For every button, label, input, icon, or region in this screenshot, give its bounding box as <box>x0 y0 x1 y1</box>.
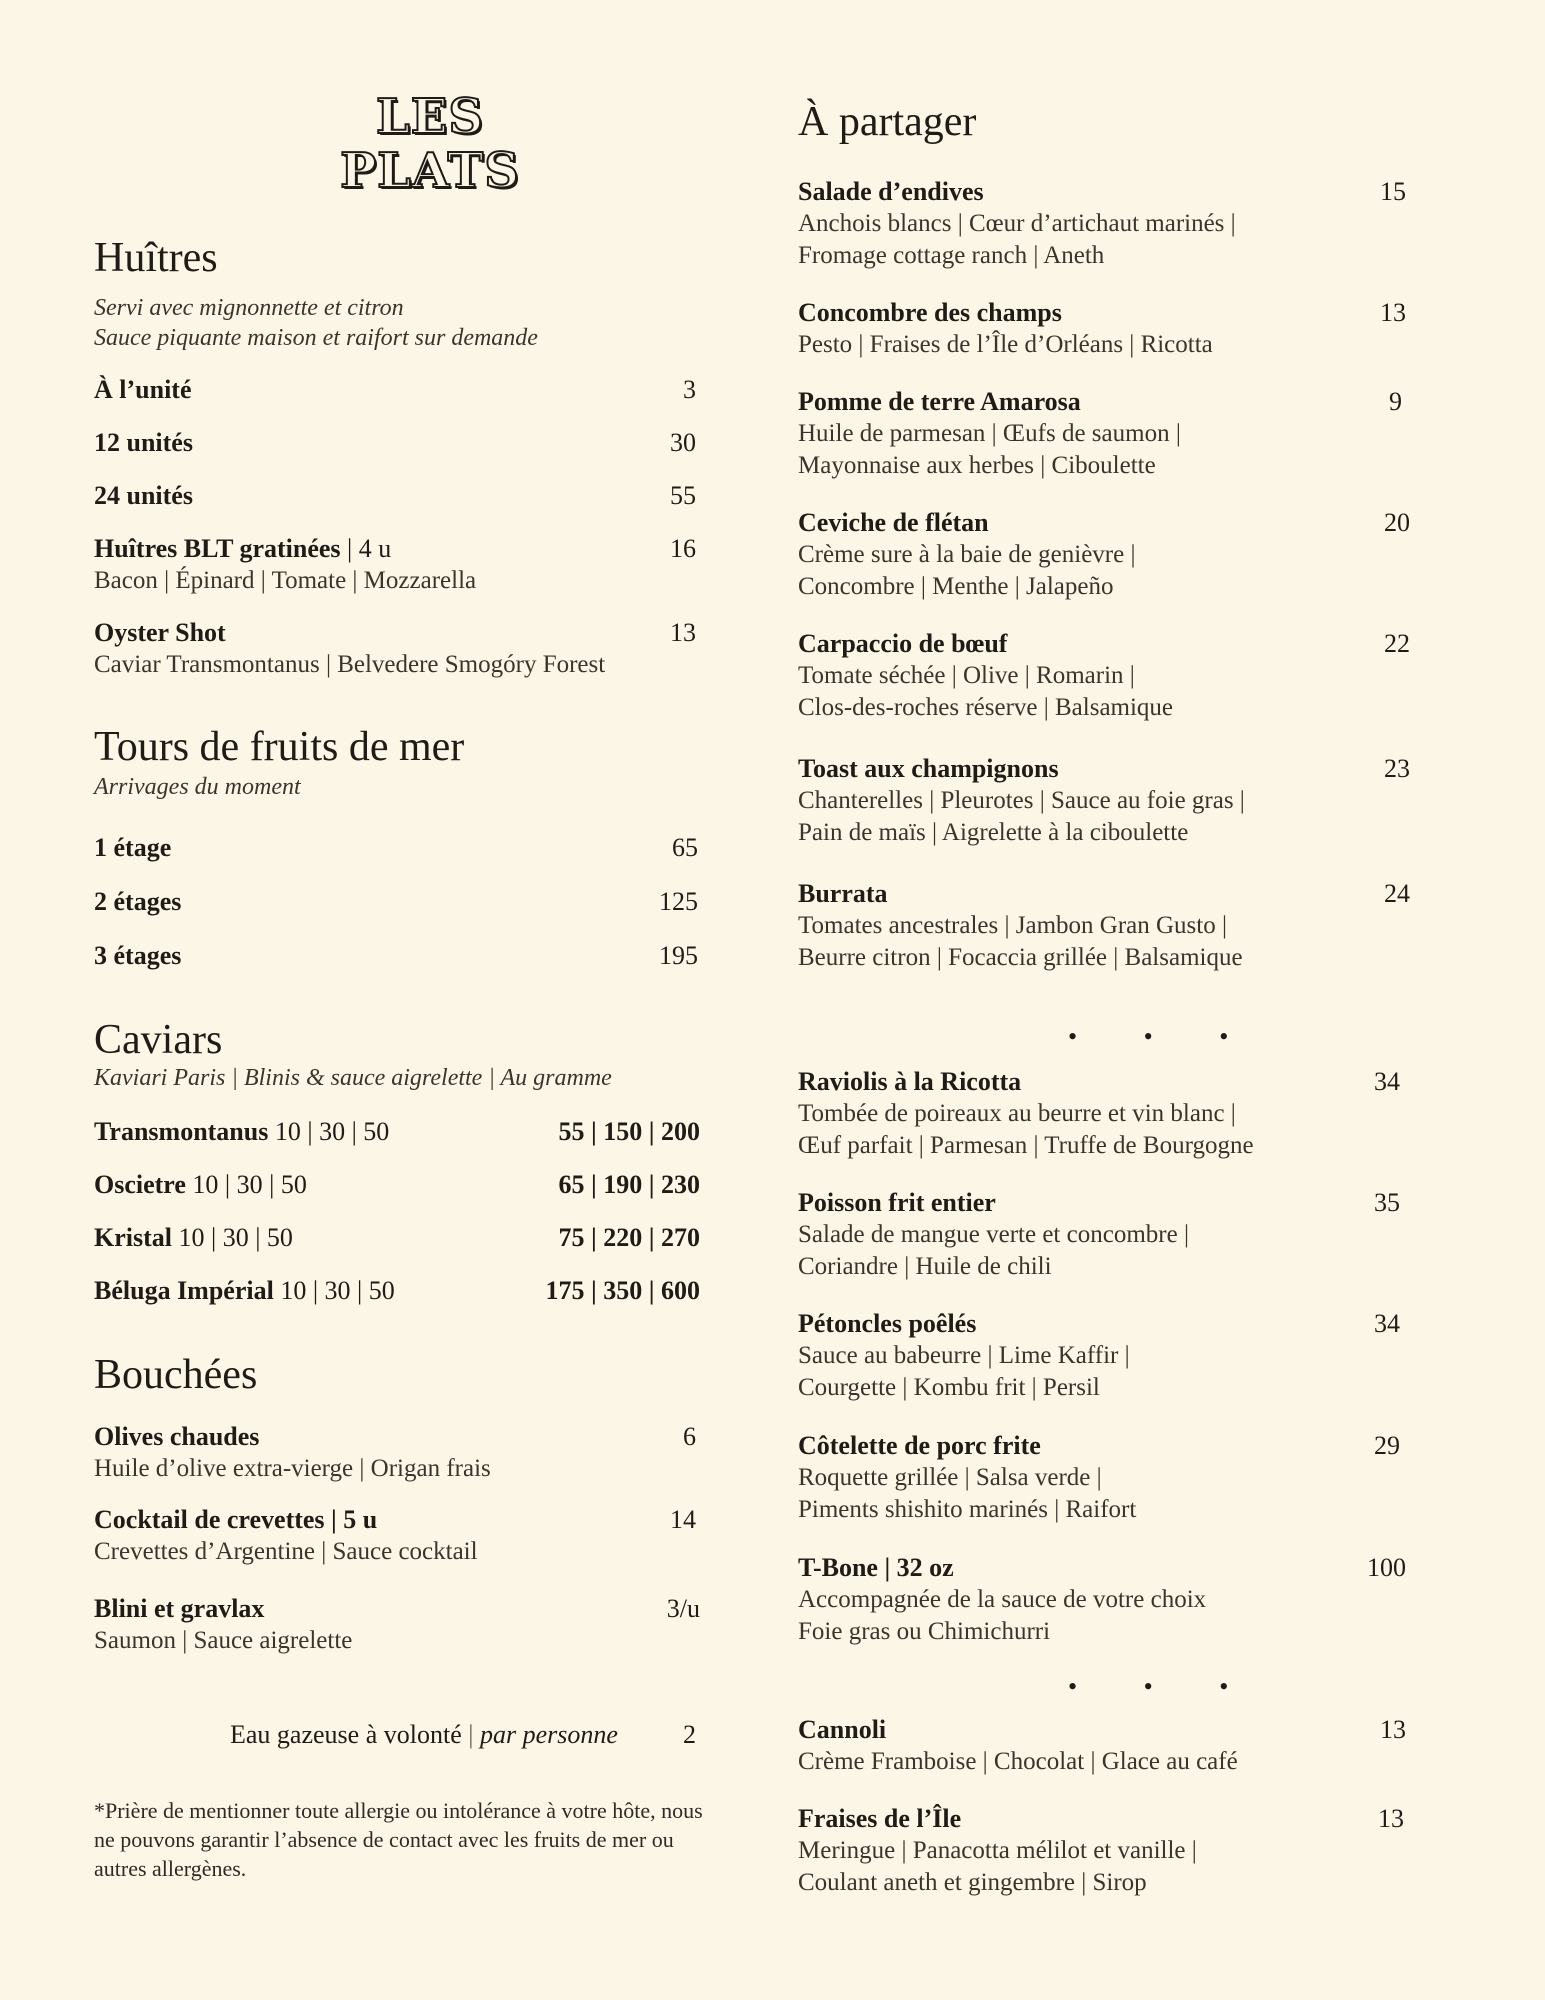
menu-item <box>798 1187 1410 1283</box>
menu-item <box>94 1593 706 1657</box>
item-description-line-1: Anchois blancs | Cœur d’artichaut marinés | <box>798 210 1236 237</box>
menu-item <box>798 878 1410 974</box>
item-price: 16 <box>670 534 696 563</box>
caviar-name: Kristal <box>94 1223 172 1252</box>
item-name: Cocktail de crevettes | 5 u <box>94 1505 378 1534</box>
item-price: 3/u <box>666 1594 700 1623</box>
item-description-line-1: Crème sure à la baie de genièvre | <box>798 541 1136 568</box>
item-price: 35 <box>1374 1188 1400 1217</box>
item-name: Cannoli <box>798 1715 887 1744</box>
item-price: 29 <box>1374 1431 1400 1460</box>
item-description-line-2: Pain de maïs | Aigrelette à la ciboulette <box>798 819 1189 846</box>
caviar-sizes: 10 | 30 | 50 <box>185 1170 307 1199</box>
caviar-sizes: 10 | 30 | 50 <box>273 1276 395 1305</box>
menu-item <box>798 628 1410 724</box>
partager-heading: À partager <box>798 99 977 145</box>
item-description: Caviar Transmontanus | Belvedere Smogóry Forest <box>94 651 606 678</box>
item-price: 34 <box>1374 1309 1400 1338</box>
menu-item <box>94 1504 706 1568</box>
caviars-heading: Caviars <box>94 1017 223 1063</box>
item-description-line-1: Crème Framboise | Chocolat | Glace au café <box>798 1748 1238 1775</box>
item-description-line-2: Courgette | Kombu frit | Persil <box>798 1374 1100 1401</box>
menu-item <box>798 297 1410 361</box>
menu-item <box>94 1116 706 1148</box>
item-price: 6 <box>683 1422 696 1451</box>
item-name: 1 étage <box>94 833 172 862</box>
item-price: 14 <box>670 1505 696 1534</box>
item-description-line-2: Fromage cottage ranch | Aneth <box>798 242 1105 269</box>
item-description-line-1: Tombée de poireaux au beurre et vin blanc | <box>798 1100 1236 1127</box>
item-description-line-1: Tomate séchée | Olive | Romarin | <box>798 662 1135 689</box>
item-name: Pétoncles poêlés <box>798 1309 977 1338</box>
item-price: 13 <box>1378 1804 1404 1833</box>
menu-item <box>798 1430 1410 1526</box>
caviars-note: Kaviari Paris | Blinis & sauce aigrelette | Au gramme <box>94 1065 612 1091</box>
item-name: Poisson frit entier <box>798 1188 996 1217</box>
item-name-suffix: | 4 u <box>340 534 392 563</box>
huitres-heading: Huîtres <box>94 235 218 281</box>
menu-item <box>798 1552 1410 1648</box>
item-name: 2 étages <box>94 887 182 916</box>
caviar-name: Transmontanus <box>94 1117 269 1146</box>
menu-item <box>798 1066 1410 1162</box>
item-description-line-1: Accompagnée de la sauce de votre choix <box>798 1586 1207 1613</box>
item-name: À l’unité <box>94 375 192 404</box>
sparkling-water-line <box>230 1719 706 1751</box>
item-description-line-1: Sauce au babeurre | Lime Kaffir | <box>798 1342 1130 1369</box>
item-name: Oyster Shot <box>94 618 226 647</box>
water-price: 2 <box>683 1720 696 1749</box>
item-price: 24 <box>1384 879 1410 908</box>
menu-item <box>798 1803 1410 1899</box>
item-name: Ceviche de flétan <box>798 508 989 537</box>
item-name: Burrata <box>798 879 888 908</box>
water-separator: | <box>461 1720 480 1749</box>
item-name: Toast aux champignons <box>798 754 1059 783</box>
allergy-disclaimer: *Prière de mentionner toute allergie ou intolérance à votre hôte, nous ne pouvons garantir l’absence de contact avec les fruits de mer ou autres allergènes. <box>94 1798 703 1881</box>
item-description-line-1: Pesto | Fraises de l’Île d’Orléans | Ricotta <box>798 331 1213 358</box>
menu-item <box>94 1222 706 1254</box>
item-name: 24 unités <box>94 481 193 510</box>
logo-line-2: PLATS <box>340 143 520 199</box>
item-description-line-1: Tomates ancestrales | Jambon Gran Gusto | <box>798 912 1227 939</box>
item-name: Concombre des champs <box>798 298 1062 327</box>
item-price: 55 | 150 | 200 <box>558 1117 700 1146</box>
tours-note: Arrivages du moment <box>94 774 301 800</box>
item-description-line-1: Roquette grillée | Salsa verde | <box>798 1464 1102 1491</box>
menu-item <box>94 1275 706 1307</box>
item-price: 13 <box>1380 298 1406 327</box>
menu-item <box>94 617 706 681</box>
menu-item <box>798 1714 1410 1778</box>
item-description-line-1: Chanterelles | Pleurotes | Sauce au foie gras | <box>798 787 1245 814</box>
menu-item <box>798 1308 1410 1404</box>
item-description-line-2: Clos-des-roches réserve | Balsamique <box>798 694 1174 721</box>
item-price: 13 <box>670 618 696 647</box>
tours-heading: Tours de fruits de mer <box>94 724 465 770</box>
item-price: 30 <box>670 428 696 457</box>
menu-item <box>94 886 706 918</box>
item-name: Pomme de terre Amarosa <box>798 387 1081 416</box>
huitres-note-2: Sauce piquante maison et raifort sur demande <box>94 325 538 351</box>
item-description: Bacon | Épinard | Tomate | Mozzarella <box>94 567 477 594</box>
les-plats-logo <box>310 90 550 198</box>
item-name: 12 unités <box>94 428 193 457</box>
item-price: 125 <box>659 887 698 916</box>
item-name-main: Huîtres BLT gratinées <box>94 534 341 563</box>
item-name: 3 étages <box>94 941 182 970</box>
item-price: 20 <box>1384 508 1410 537</box>
item-price: 100 <box>1367 1553 1406 1582</box>
caviar-name: Oscietre <box>94 1170 186 1199</box>
huitres-note-1: Servi avec mignonnette et citron <box>94 295 404 321</box>
item-price: 175 | 350 | 600 <box>545 1276 700 1305</box>
item-description: Crevettes d’Argentine | Sauce cocktail <box>94 1538 478 1565</box>
menu-item <box>94 1169 706 1201</box>
item-description-line-1: Salade de mangue verte et concombre | <box>798 1221 1189 1248</box>
menu-item <box>94 1421 706 1485</box>
menu-item <box>798 386 1410 482</box>
item-description-line-2: Piments shishito marinés | Raifort <box>798 1496 1137 1523</box>
bouchees-heading: Bouchées <box>94 1352 258 1398</box>
item-name: Olives chaudes <box>94 1422 260 1451</box>
item-description-line-2: Concombre | Menthe | Jalapeño <box>798 573 1114 600</box>
section-divider-dots: • • • <box>1068 1672 1259 1701</box>
menu-item <box>94 832 706 864</box>
item-price: 65 | 190 | 230 <box>558 1170 700 1199</box>
item-description-line-2: Foie gras ou Chimichurri <box>798 1618 1051 1645</box>
menu-item <box>94 374 706 406</box>
item-name: Fraises de l’Île <box>798 1804 962 1833</box>
item-price: 9 <box>1389 387 1402 416</box>
caviar-name: Béluga Impérial <box>94 1276 274 1305</box>
item-price: 22 <box>1384 629 1410 658</box>
item-price: 55 <box>670 481 696 510</box>
item-name <box>94 533 706 565</box>
item-price: 13 <box>1380 1715 1406 1744</box>
water-label: Eau gazeuse à volonté <box>230 1720 462 1749</box>
item-name: T-Bone | 32 oz <box>798 1553 954 1582</box>
caviar-sizes: 10 | 30 | 50 <box>172 1223 293 1252</box>
menu-item <box>94 480 706 512</box>
item-price: 65 <box>672 833 698 862</box>
menu-item <box>798 753 1410 849</box>
item-name: Côtelette de porc frite <box>798 1431 1041 1460</box>
item-name: Raviolis à la Ricotta <box>798 1067 1022 1096</box>
item-price: 23 <box>1384 754 1410 783</box>
item-description-line-2: Coulant aneth et gingembre | Sirop <box>798 1869 1147 1896</box>
item-description: Saumon | Sauce aigrelette <box>94 1627 353 1654</box>
item-price: 3 <box>683 375 696 404</box>
item-description-line-2: Beurre citron | Focaccia grillée | Balsamique <box>798 944 1243 971</box>
item-price: 15 <box>1380 177 1406 206</box>
item-name: Blini et gravlax <box>94 1594 265 1623</box>
menu-item <box>94 940 706 972</box>
item-description-line-2: Coriandre | Huile de chili <box>798 1253 1052 1280</box>
item-price: 75 | 220 | 270 <box>558 1223 700 1252</box>
item-price: 195 <box>659 941 698 970</box>
item-description-line-1: Meringue | Panacotta mélilot et vanille | <box>798 1837 1197 1864</box>
caviar-sizes: 10 | 30 | 50 <box>268 1117 390 1146</box>
item-description-line-2: Œuf parfait | Parmesan | Truffe de Bourgogne <box>798 1132 1254 1159</box>
section-divider-dots: • • • <box>1068 1022 1259 1051</box>
item-name: Carpaccio de bœuf <box>798 629 1008 658</box>
water-per-person: par personne <box>479 1720 618 1749</box>
menu-item <box>798 176 1410 272</box>
menu-item <box>94 427 706 459</box>
logo-line-1: LES <box>376 89 484 145</box>
menu-item <box>798 507 1410 603</box>
item-name: Salade d’endives <box>798 177 984 206</box>
item-description: Huile d’olive extra-vierge | Origan frais <box>94 1455 491 1482</box>
item-description-line-2: Mayonnaise aux herbes | Ciboulette <box>798 452 1156 479</box>
menu-item <box>94 533 706 597</box>
item-price: 34 <box>1374 1067 1400 1096</box>
item-description-line-1: Huile de parmesan | Œufs de saumon | <box>798 420 1181 447</box>
